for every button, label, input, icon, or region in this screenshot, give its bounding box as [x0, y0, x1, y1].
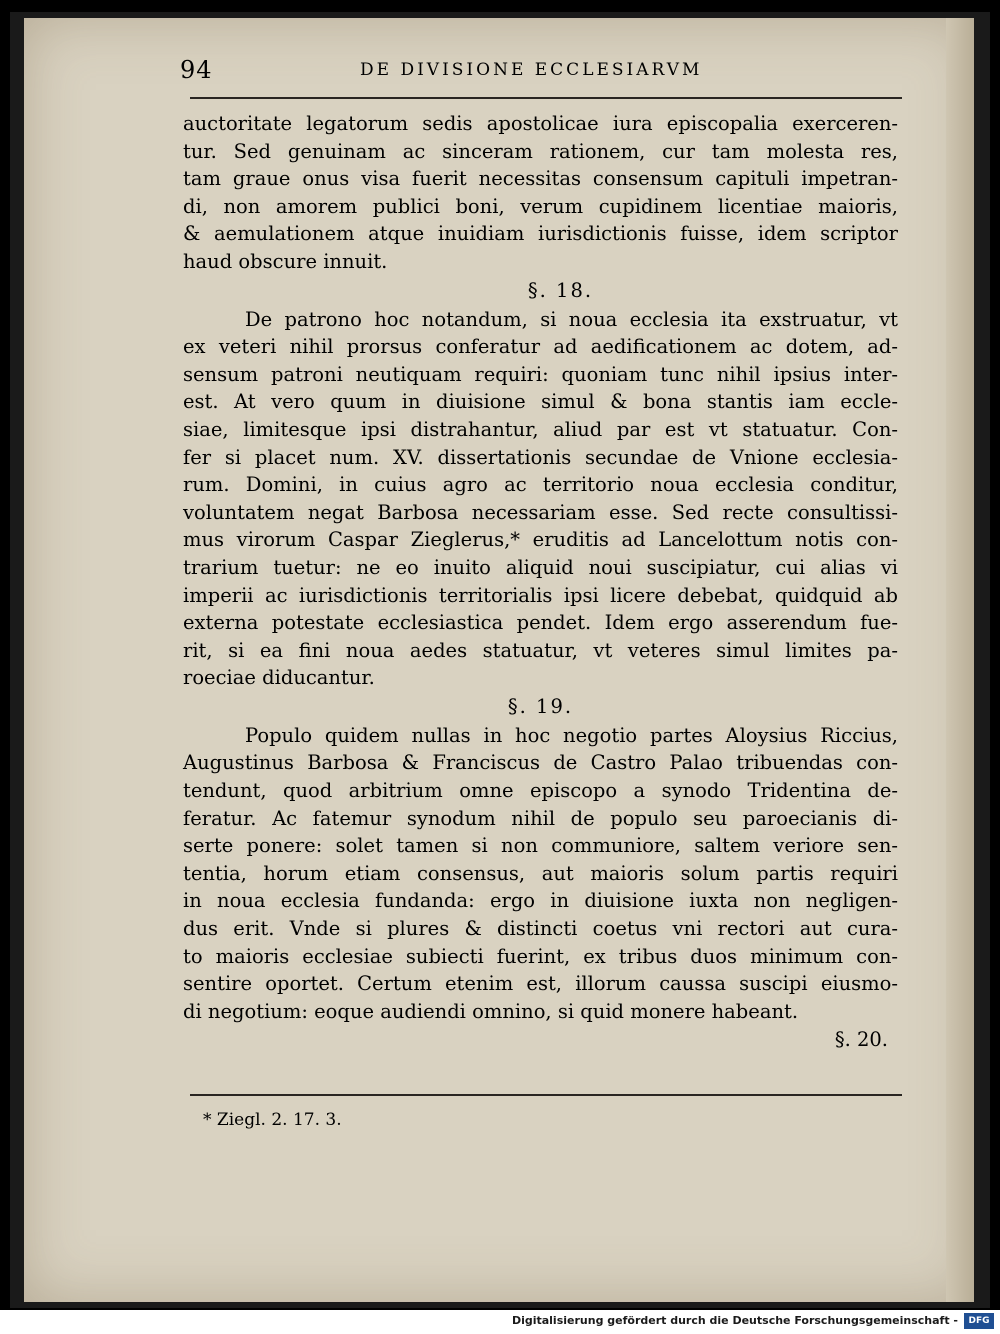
text-line: Augustinus Barbosa & Franciscus de Castro Palao tribuendas con- [183, 751, 898, 775]
text-line: rum. Domini, in cuius agro ac territorio noua ecclesia conditur, [183, 473, 898, 497]
body-text [183, 110, 898, 1055]
text-line: sentire oportet. Certum etenim est, illorum caussa suscipi eiusmo- [183, 972, 898, 996]
section-heading-19: §. 19. [507, 694, 574, 718]
text-line: to maioris ecclesiae subiecti fuerint, ex tribus duos minimum con- [183, 944, 898, 968]
text-line: & aemulationem atque inuidiam iurisdictionis fuisse, idem scriptor [183, 222, 898, 246]
text-line: di negotium: eoque audiendi omnino, si quid monere habeant. [183, 999, 799, 1023]
text-line: externa potestate ecclesiastica pendet. Idem ergo asserendum fue- [183, 611, 898, 635]
text-line: in noua ecclesia fundanda: ergo in diuisione iuxta non negligen- [183, 889, 898, 913]
section-heading-18: §. 18. [527, 278, 594, 302]
text-line: est. At vero quum in diuisione simul & bona stantis iam eccle- [183, 390, 898, 414]
text-line: voluntatem negat Barbosa necessariam esse. Sed recte consultissi- [183, 500, 898, 524]
text-line: mus virorum Caspar Zieglerus,* eruditis ad Lancelottum notis con- [183, 528, 898, 552]
catchword: §. 20. [834, 1028, 888, 1052]
text-line: tendunt, quod arbitrium omne episcopo a synodo Tridentina de- [183, 779, 898, 803]
text-line: imperii ac iurisdictionis territorialis ipsi licere debebat, quidquid ab [183, 583, 898, 607]
text-line: De patrono hoc notandum, si noua ecclesia ita exstruatur, vt [245, 307, 898, 331]
text-line: sensum patroni neutiquam requiri: quoniam tunc nihil ipsius inter- [183, 362, 898, 386]
text-line: ex veteri nihil prorsus conferatur ad aedificationem ac dotem, ad- [183, 335, 898, 359]
text-line: tam graue onus visa fuerit necessitas consensum capituli impetran- [183, 167, 898, 191]
page-edge [946, 18, 974, 1302]
text-line: Populo quidem nullas in hoc negotio partes Aloysius Riccius, [245, 723, 898, 747]
text-line: auctoritate legatorum sedis apostolicae iura episcopalia exerceren- [183, 112, 898, 135]
credit-bar [0, 1310, 1000, 1334]
text-line: fer si placet num. XV. dissertationis secundae de Vnione ecclesia- [183, 445, 898, 469]
text-line: serte ponere: solet tamen si non communiore, saltem veriore sen- [183, 834, 898, 858]
running-title: DE DIVISIONE ECCLESIARVM [360, 60, 703, 80]
dfg-logo-icon: DFG [964, 1313, 994, 1329]
text-line: tentia, horum etiam consensus, aut maioris solum partis requiri [183, 861, 898, 885]
text-line: siae, limitesque ipsi distrahantur, aliud par est vt statuatur. Con- [183, 417, 898, 441]
footnote-rule [190, 1094, 902, 1096]
text-line: tur. Sed genuinam ac sinceram rationem, cur tam molesta res, [183, 139, 898, 163]
header-rule [190, 97, 902, 99]
footnote: * Ziegl. 2. 17. 3. [203, 1110, 342, 1130]
page-number: 94 [180, 56, 213, 84]
text-line: haud obscure innuit. [183, 249, 388, 273]
text-line: feratur. Ac fatemur synodum nihil de populo seu paroecianis di- [183, 806, 898, 830]
running-head [180, 56, 900, 88]
text-line: di, non amorem publici boni, verum cupidinem licentiae maioris, [183, 194, 898, 218]
digitization-credit: Digitalisierung gefördert durch die Deutsche Forschungsgemeinschaft - [511, 1314, 958, 1327]
text-line: dus erit. Vnde si plures & distincti coetus vni rectori aut cura- [183, 917, 898, 941]
text-line: roeciae diducantur. [183, 666, 375, 690]
text-line: rit, si ea fini noua aedes statuatur, vt veteres simul limites pa- [183, 638, 898, 662]
text-line: trarium tuetur: ne eo inuito aliquid noui suscipiatur, cui alias vi [183, 555, 898, 579]
